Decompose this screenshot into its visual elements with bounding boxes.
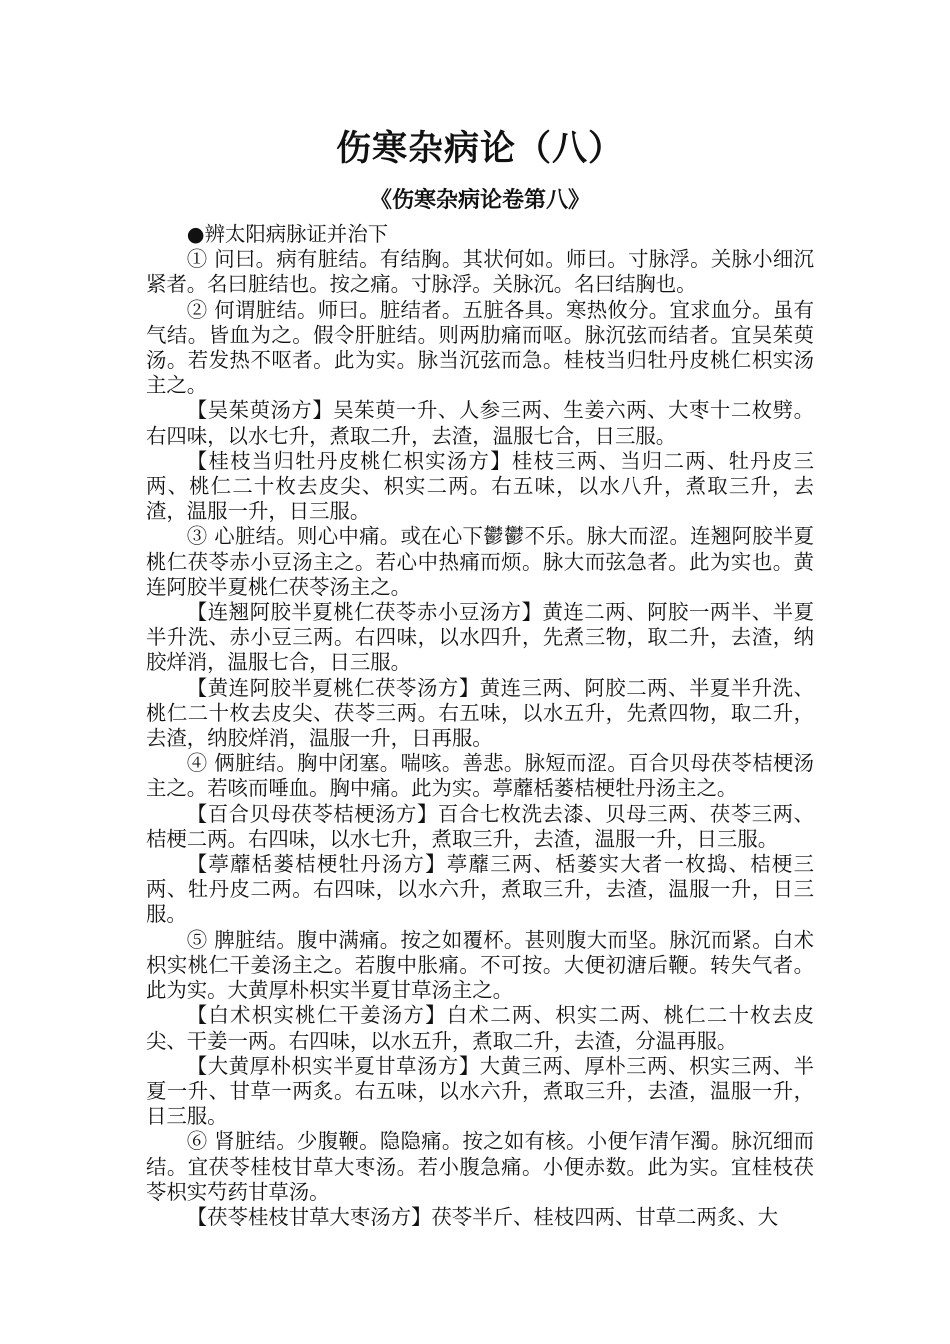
paragraph: ④ 俩脏结。胸中闭塞。喘咳。善悲。脉短而涩。百合贝母茯苓桔梗汤主之。若咳而唾血。胸中痛。此为实。葶蘼栝蒌桔梗牡丹汤主之。 <box>146 751 814 801</box>
paragraph: ① 问曰。病有脏结。有结胸。其状何如。师曰。寸脉浮。关脉小细沉紧者。名曰脏结也。按之痛。寸脉浮。关脉沉。名曰结胸也。 <box>146 247 814 297</box>
prescription-paragraph: 【桂枝当归牡丹皮桃仁枳实汤方】桂枝三两、当归二两、牡丹皮三两、桃仁二十枚去皮尖、枳实二两。右五味，以水八升，煮取三升，去渣，温服一升，日三服。 <box>146 448 814 524</box>
document-body <box>146 222 814 1230</box>
paragraph: ② 何谓脏结。师曰。脏结者。五脏各具。寒热攸分。宜求血分。虽有气结。皆血为之。假令肝脏结。则两肋痛而呕。脉沉弦而结者。宜吴茱萸汤。若发热不呕者。此为实。脉当沉弦而急。桂枝当归牡丹皮桃仁枳实汤主之。 <box>146 297 814 398</box>
section-heading: ●辨太阳病脉证并治下 <box>186 222 389 246</box>
prescription-paragraph: 【连翘阿胶半夏桃仁茯苓赤小豆汤方】黄连二两、阿胶一两半、半夏半升洗、赤小豆三两。右四味，以水四升，先煮三物，取二升，去渣，纳胶烊消，温服七合，日三服。 <box>146 600 814 675</box>
paragraph: ⑥ 肾脏结。少腹鞭。隐隐痛。按之如有核。小便乍清乍濁。脉沉细而结。宜茯苓桂枝甘草大枣汤。若小腹急痛。小便赤数。此为实。宜桂枝茯苓枳实芍药甘草汤。 <box>146 1129 814 1204</box>
paragraph: ③ 心脏结。则心中痛。或在心下鬱鬱不乐。脉大而涩。连翘阿胶半夏桃仁茯苓赤小豆汤主之。若心中热痛而烦。脉大而弦急者。此为实也。黄连阿胶半夏桃仁茯苓汤主之。 <box>146 524 814 599</box>
prescription-paragraph: 【白术枳实桃仁干姜汤方】白术二两、枳实二两、桃仁二十枚去皮尖、干姜一两。右四味，以水五升，煮取二升，去渣，分温再服。 <box>146 1003 814 1053</box>
prescription-paragraph: 【茯苓桂枝甘草大枣汤方】茯苓半斤、桂枝四两、甘草二两炙、大 <box>186 1204 779 1229</box>
prescription-paragraph: 【吴茱萸汤方】吴茱萸一升、人参三两、生姜六两、大枣十二枚劈。右四味，以水七升，煮取二升，去渣，温服七合，日三服。 <box>146 398 814 448</box>
page-title: 伤寒杂病论（八） <box>335 128 624 169</box>
prescription-paragraph: 【葶蘼栝蒌桔梗牡丹汤方】葶蘼三两、栝蒌实大者一枚捣、桔梗三两、牡丹皮二两。右四味，以水六升，煮取三升，去渣，温服一升，日三服。 <box>146 852 814 927</box>
document-page <box>146 124 814 1230</box>
paragraph: ⑤ 脾脏结。腹中满痛。按之如覆杯。甚则腹大而坚。脉沉而紧。白术枳实桃仁干姜汤主之。若腹中胀痛。不可按。大便初溏后鞭。转失气者。此为实。大黄厚朴枳实半夏甘草汤主之。 <box>146 927 814 1003</box>
prescription-paragraph: 【黄连阿胶半夏桃仁茯苓汤方】黄连三两、阿胶二两、半夏半升洗、桃仁二十枚去皮尖、茯苓三两。右五味，以水五升，先煮四物，取二升，去渣，纳胶烊消，温服一升，日再服。 <box>146 675 814 751</box>
section-subtitle: 《伤寒杂病论卷第八》 <box>369 187 590 213</box>
prescription-paragraph: 【百合贝母茯苓桔梗汤方】百合七枚洗去漆、贝母三两、茯苓三两、桔梗二两。右四味，以水七升，煮取三升，去渣，温服一升，日三服。 <box>146 801 814 851</box>
prescription-paragraph: 【大黄厚朴枳实半夏甘草汤方】大黄三两、厚朴三两、枳实三两、半夏一升、甘草一两炙。右五味，以水六升，煮取三升，去渣，温服一升，日三服。 <box>146 1053 814 1129</box>
